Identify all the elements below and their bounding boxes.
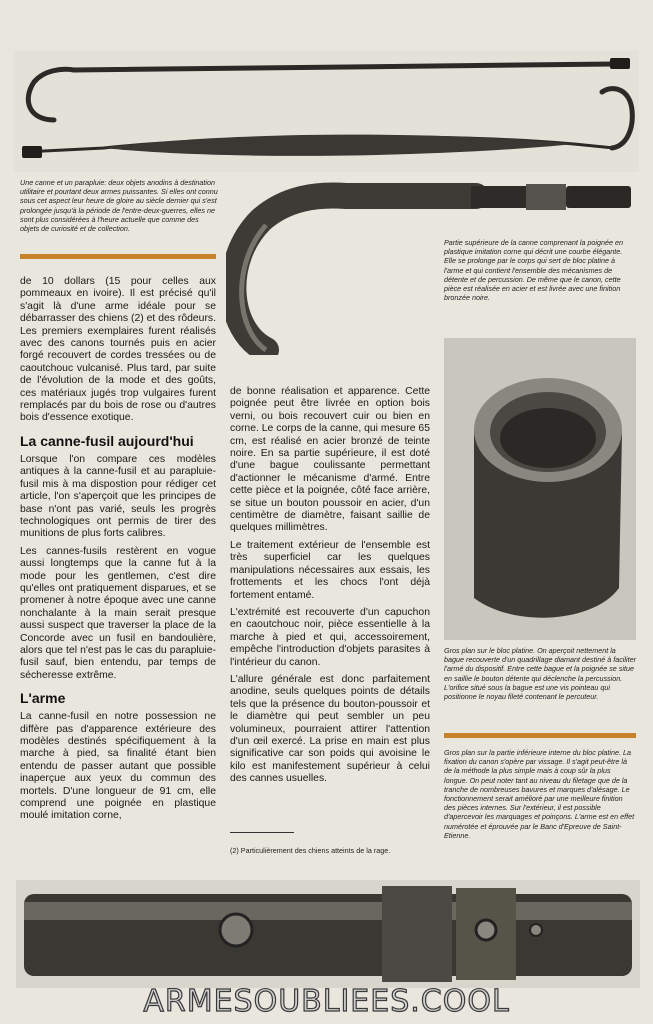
- footnote-divider: [230, 832, 294, 833]
- photo-cane-umbrella: [14, 50, 639, 172]
- caption-upper-part: Partie supérieure de la canne comprenant la poignée en plastique imitation corne qui décrit une courbe élégante. Elle se prolonge par le corps qui sert de bloc platine à l'arme et qui contient l'ensemble des mécanismes de détente et de percussion. De même que le canon, cette pièce est réalisée en acier et est livrée avec une finition bronzée noire.: [444, 238, 624, 303]
- caption-cane-umbrella: Une canne et un parapluie: deux objets anodins à destination utilitaire et pourtant deux armes puissantes. Si elles ont connu sous cet aspect leur heure de gloire au siècle dernier qui s'est prolongée jusqu'à la période de l'entre-deux-guerres, elles ne sont plus considérées à l'heure actuelle que comme des objets de curiosité et de collection.: [20, 178, 218, 234]
- cane-umbrella-illustration: [14, 50, 639, 172]
- barrel-illustration: [16, 880, 640, 988]
- article-column-1: [20, 276, 216, 828]
- footnote: (2) Particulièrement des chiens atteints de la rage.: [230, 846, 391, 855]
- column1-paragraph-4: La canne-fusil en notre possession ne diffère pas d'apparence extérieure des modèles destinés spécifiquement à la marche à pied, sa finalité étant bien entendu de passer autant que possible inaperçue aux yeux du commun des mortels. D'une longueur de 91 cm, elle comprend une poignée en plastique moulé imitation corne,: [20, 711, 216, 822]
- column2-paragraph-2: Le traitement extérieur de l'ensemble est très superficiel car les quelques manipulations nécessaires aux essais, les frottements et les chocs l'ont déjà fortement entamé.: [230, 539, 430, 601]
- bloc-platine-illustration: [444, 338, 636, 640]
- article-column-2: [230, 386, 430, 791]
- watermark: ARMESOUBLIEES.COOL: [143, 984, 510, 1019]
- heading-arme: L'arme: [20, 690, 66, 707]
- column1-paragraph-1: de 10 dollars (15 pour celles aux pommeaux en ivoire). Il est précisé qu'il s'agit là d'une arme idéale pour se débarrasser des chiens (2) et des rôdeurs. Les premiers exemplaires furent réalisés avec des canons tournés puis en acier forgé recouvert de cordes tressées ou de caoutchouc vulcanisé. Plus tard, par suite de l'évolution de la mode et des goûts, ces matériaux jugés trop vulgaires furent remplacés par du bois de rose ou d'autres bois d'essence exotique.: [20, 276, 216, 424]
- caption-lower-part: Gros plan sur la partie inférieure interne du bloc platine. La fixation du canon s'opère par vissage. Il s'agit peut-être là de la méthode la plus simple mais à coup sûr la plus longue. On peut noter tant au niveau du filetage que de la tranche de nombreuses bavures et marques d'alésage. Le fonctionnement serait amélioré par une meilleure finition des pièces internes. Sur l'extérieur, il est possible d'apercevoir les marquages et poinçons. L'arme est en effet numérotée et éprouvée par le Banc d'Epreuve de Saint-Etienne.: [444, 748, 635, 840]
- column1-paragraph-2: Lorsque l'on compare ces modèles antiques à la canne-fusil et au parapluie-fusil mis à ma dispostion pour rédiger cet article, l'on s'aperçoit que les principes de base n'ont pas varié, seuls les progrès technologiques ont permis de tirer des munitions de plus forts calibres.: [20, 453, 216, 540]
- accent-bar-left: [20, 254, 216, 259]
- photo-barrel: [16, 880, 640, 988]
- caption-bloc-platine: Gros plan sur le bloc platine. On aperçoit nettement la bague recouverte d'un quadrillage diamant destiné à faciliter l'armé du dispositif. Entre cette bague et la poignée se situe en saillie le bouton détente qui déclenche la percussion. L'orifice situé sous la bague est une vis pointeau qui positionne le noyau fileté contenant le percuteur.: [444, 646, 636, 702]
- column2-paragraph-1: de bonne réalisation et apparence. Cette poignée peut être livrée en option bois verni, ou bois recouvert cuir ou bien en corne. Le corps de la canne, qui mesure 65 cm, est réalisé en acier bronzé de teinte noire. En sa partie supérieure, il est doté d'une bague coulissante permettant d'actionner le mécanisme d'armé. Entre cette pièce et la poignée, côté face arrière, se situe un bouton poussoir en acier, d'un centimètre de diamètre, faisant saillie de quelques millimètres.: [230, 386, 430, 534]
- column2-paragraph-3: L'extrémité est recouverte d'un capuchon en caoutchouc noir, pièce essentielle à la marche à pied et qui, accessoirement, empêche l'introduction d'objets parasites à l'intérieur du canon.: [230, 606, 430, 668]
- accent-bar-right: [444, 733, 636, 738]
- photo-bloc-platine: [444, 338, 636, 640]
- column1-paragraph-3: Les cannes-fusils restèrent en vogue aussi longtemps que la canne fut à la mode pour les gentlemen, c'est dire qu'elles ont pratiquement disparues, et se promener à notre époque avec une canne nonchalante à la main serait presque aussi suspect que traverser la place de la Concorde avec un fusil en bandoulière, alors que tel n'est pas le cas du parapluie-fusil sauf, bien entendu, par temps de sécheresse extrême.: [20, 545, 216, 681]
- heading-canne-fusil: La canne-fusil aujourd'hui: [20, 432, 194, 449]
- column2-paragraph-4: L'allure générale est donc parfaitement anodine, seuls quelques points de détails tels que la présence du bouton-poussoir et le diamètre qui peut sembler un peu volumineux, pourraient attirer l'attention d'un œil exercé. La prise en main est plus significative car son poids qui avoisine le kilo est manifestement supérieur à celui des cannes usuelles.: [230, 673, 430, 785]
